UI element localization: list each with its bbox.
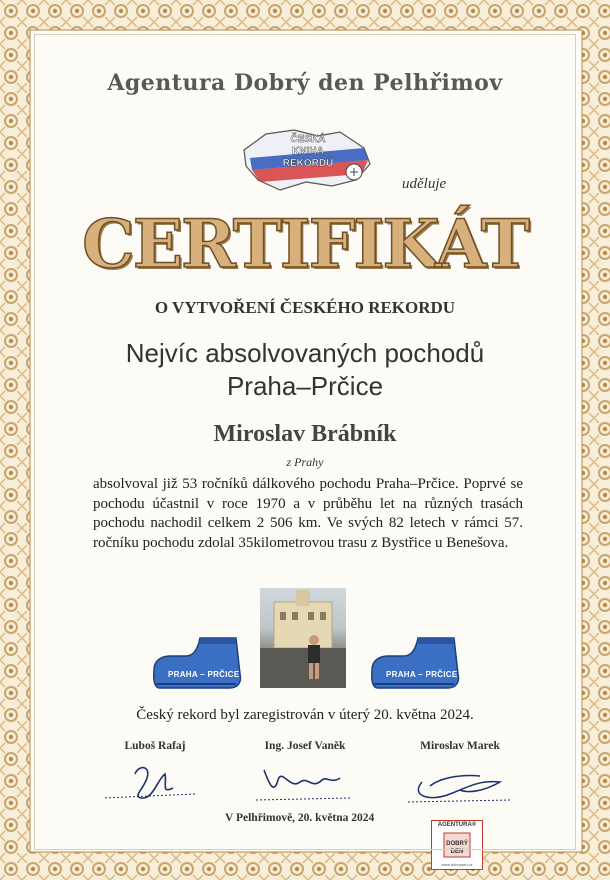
shoe-label-right: PRAHA – PRČICE <box>386 670 458 679</box>
record-holder-name: Miroslav Brábník <box>213 421 397 447</box>
signatory-name-2: Ing. Josef Vaněk <box>264 740 346 752</box>
stamp-url: www.dobryden.cz <box>441 862 473 867</box>
agency-name: Agentura Dobrý den Pelhřimov <box>107 70 503 96</box>
signatory-name-1: Luboš Rafaj <box>124 740 186 752</box>
stamp-text-line2: DEN <box>450 849 464 855</box>
stamp-top-text: AGENTURA® <box>437 822 477 828</box>
record-line-2: Praha–Prčice <box>226 371 384 401</box>
place-and-date: V Pelhřimově, 20. května 2024 <box>225 812 375 824</box>
logo-text-line2: KNIHA <box>292 146 324 157</box>
record-line-1: Nejvíc absolvovaných pochodů <box>125 338 485 368</box>
inner-frame-line <box>34 34 576 850</box>
signatory-name-3: Miroslav Marek <box>420 740 500 752</box>
record-description: absolvoval již 53 ročníků dálkového pochodu Praha–Prčice. Poprvé se pochodu účastnil v roce 1970 a v průběhu let na různých trasách pochodu nachodil celkem 2 506 km. Ve svých 82 letech v rámci 57. ročníku pochodu zdolal 35kilometrovou trasu z Bystřice u Benešova. <box>93 476 523 551</box>
certificate-title: CERTIFIKÁT <box>82 205 528 283</box>
logo-text-line3: REKORDŮ <box>282 158 334 169</box>
certificate-subtitle: O VYTVOŘENÍ ČESKÉHO REKORDU <box>154 298 456 317</box>
awards-text: uděluje <box>402 176 447 192</box>
record-holder-origin: z Prahy <box>286 455 324 469</box>
logo-text-line1: ČESKÁ <box>290 134 326 145</box>
stamp-text-line1: DOBRÝ <box>446 841 468 847</box>
shoe-label-left: PRAHA – PRČICE <box>168 670 240 679</box>
registration-statement: Český rekord byl zaregistrován v úterý 20. května 2024. <box>136 707 474 723</box>
